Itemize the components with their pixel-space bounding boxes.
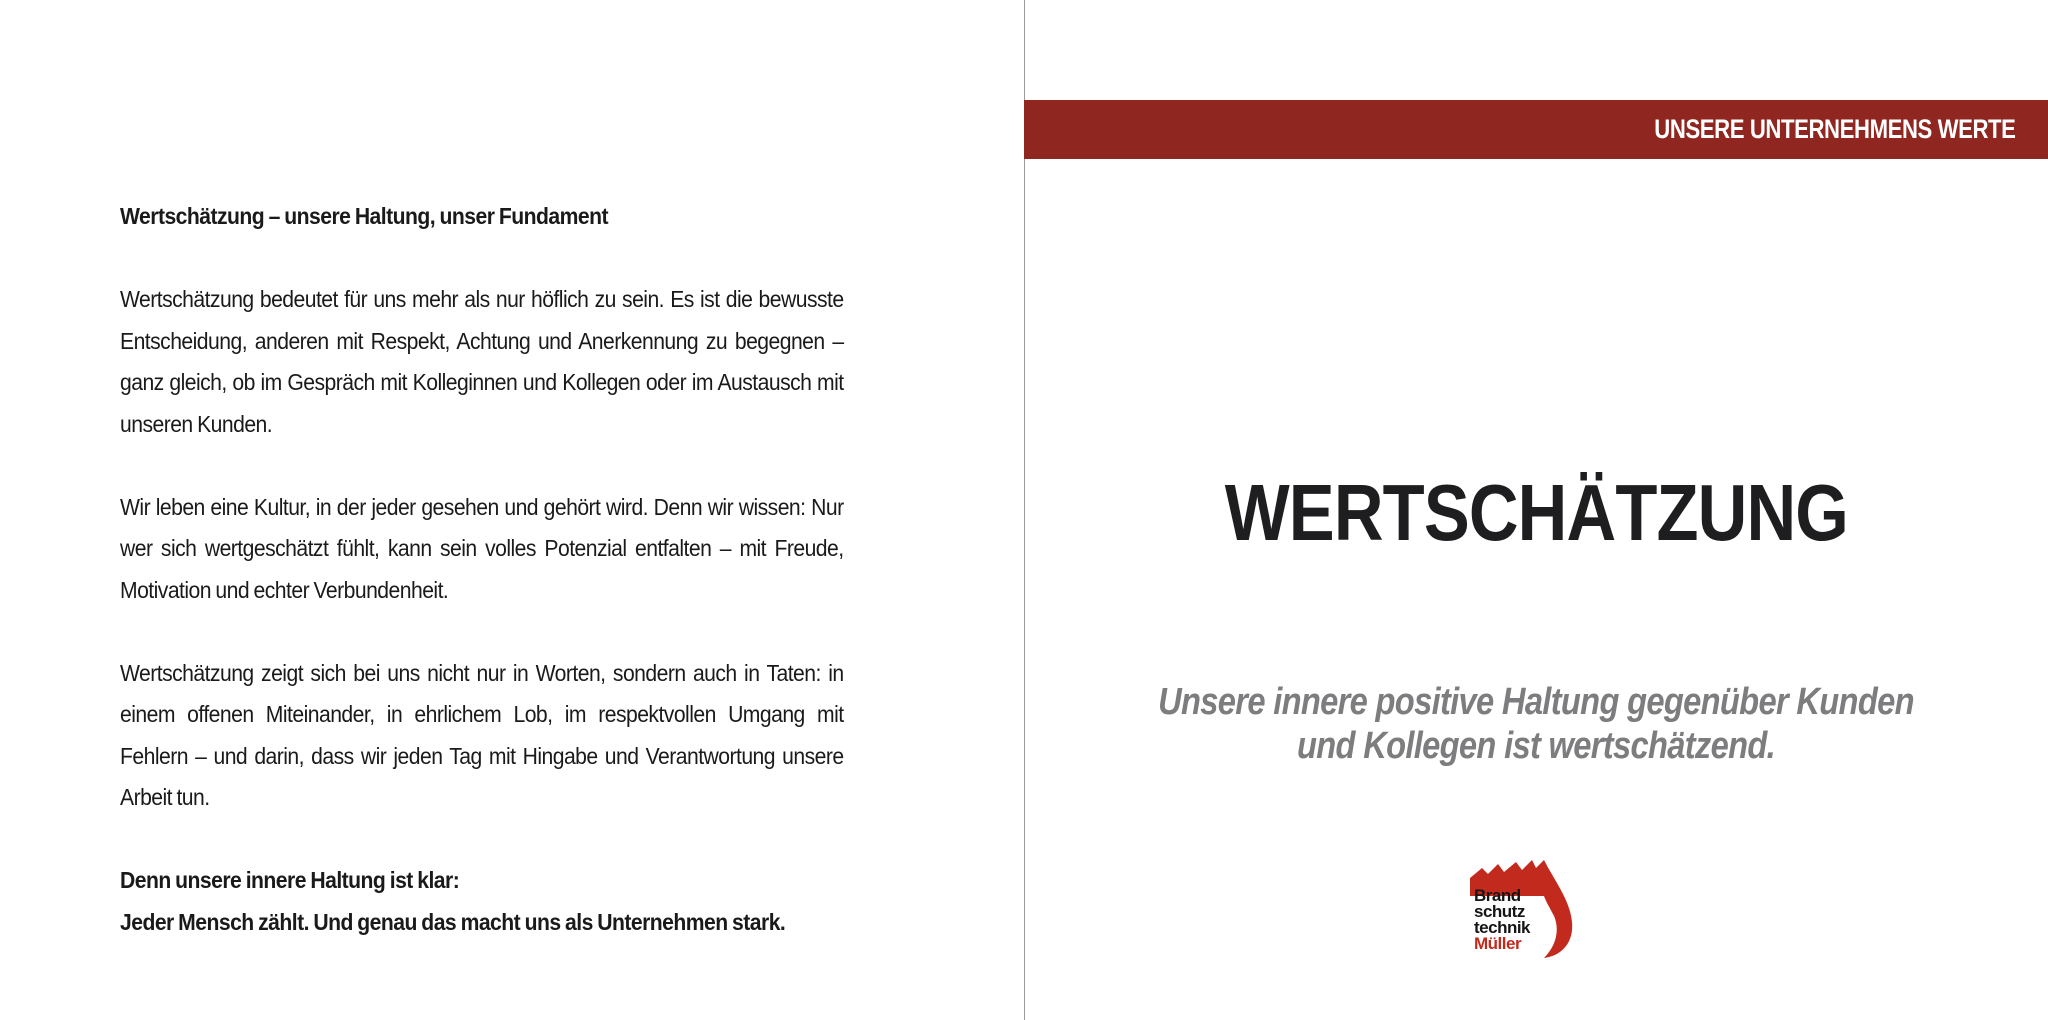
logo-line-2: schutz — [1474, 902, 1525, 921]
logo-line-3: technik — [1474, 918, 1531, 937]
value-tagline — [1024, 680, 2048, 768]
logo-line-1: Brand — [1474, 886, 1521, 905]
section-heading: Wertschätzung – unsere Haltung, unser Fundament — [120, 203, 608, 229]
body-text — [120, 196, 844, 943]
company-logo — [1470, 860, 1580, 960]
banner-label: UNSERE UNTERNEHMENS WERTE — [1654, 114, 2016, 144]
paragraph-3: Wertschätzung zeigt sich bei uns nicht nur in Worten, sondern auch in Taten: in einem offenen Miteinander, in ehrlichem Lob, im respektvollen Umgang mit Fehlern – und darin, dass wir jeden Tag mit Hingabe und Verantwortung unsere Arbeit tun. — [120, 659, 844, 810]
values-banner — [1024, 100, 2048, 159]
tagline-line-2: und Kollegen ist wertschätzend. — [1296, 725, 1776, 767]
closing-line-2: Jeder Mensch zählt. Und genau das macht uns als Unternehmen stark. — [120, 908, 786, 935]
value-title — [1024, 468, 2048, 558]
paragraph-1: Wertschätzung bedeutet für uns mehr als nur höflich zu sein. Es ist die bewusste Entscheidung, anderen mit Respekt, Achtung und Anerkennung zu begegnen – ganz gleich, ob im Gespräch mit Kolleginnen und Kollegen oder im Austausch mit unseren Kunden. — [120, 286, 844, 437]
paragraph-2: Wir leben eine Kultur, in der jeder gesehen und gehört wird. Denn wir wissen: Nur wer sich wertgeschätzt fühlt, kann sein volles Potenzial entfalten – mit Freude, Motivation und echter Verbundenheit. — [120, 493, 844, 603]
logo-line-4: Müller — [1474, 934, 1522, 953]
right-page — [1024, 0, 2048, 1020]
value-title-text: WERTSCHÄTZUNG — [1224, 468, 1848, 557]
closing-line-1: Denn unsere innere Haltung ist klar: — [120, 867, 460, 893]
tagline-line-1: Unsere innere positive Haltung gegenüber Kunden — [1158, 681, 1914, 723]
logo-wordmark — [1474, 888, 1530, 952]
closing-statement — [120, 860, 844, 943]
